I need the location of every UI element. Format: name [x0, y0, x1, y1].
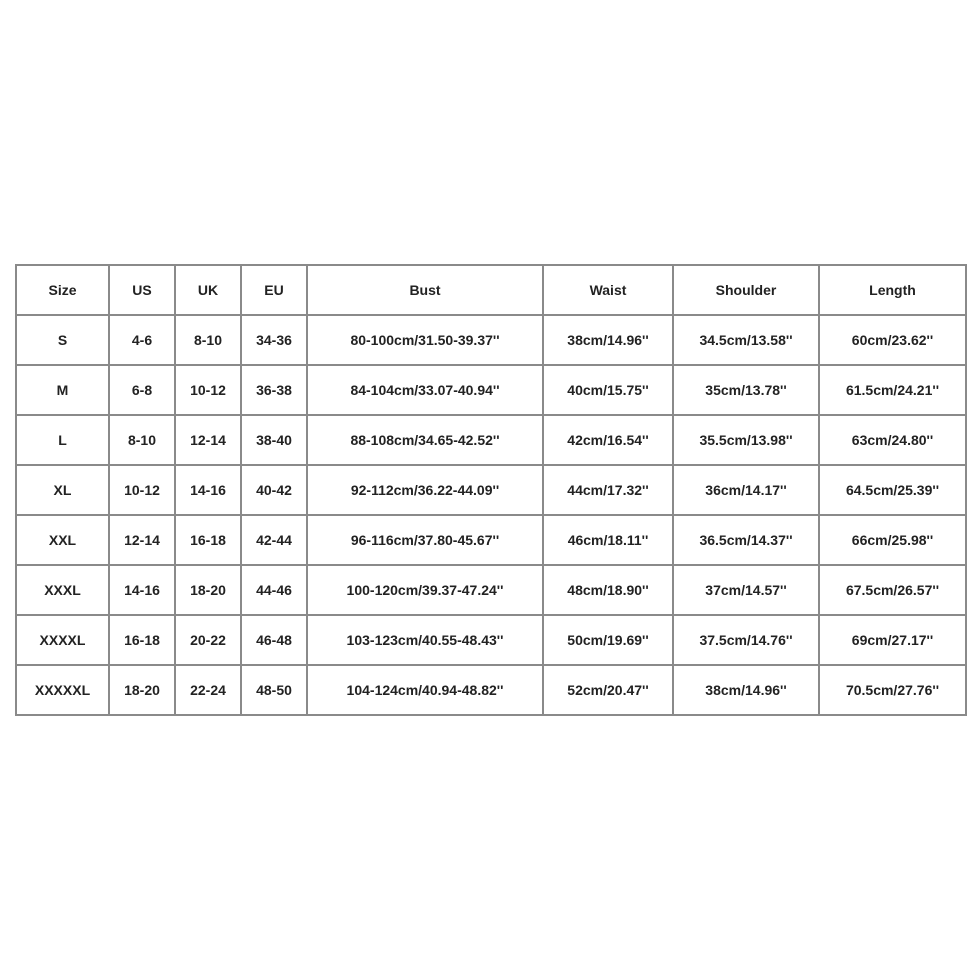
- cell-waist: 44cm/17.32'': [543, 465, 673, 515]
- table-row: [16, 565, 966, 615]
- cell-us: 4-6: [109, 315, 175, 365]
- header-length: Length: [819, 265, 966, 315]
- header-eu: EU: [241, 265, 307, 315]
- cell-shoulder: 38cm/14.96'': [673, 665, 819, 715]
- header-shoulder: Shoulder: [673, 265, 819, 315]
- cell-us: 10-12: [109, 465, 175, 515]
- cell-uk: 12-14: [175, 415, 241, 465]
- cell-bust: 104-124cm/40.94-48.82'': [307, 665, 543, 715]
- cell-us: 6-8: [109, 365, 175, 415]
- cell-uk: 14-16: [175, 465, 241, 515]
- cell-eu: 34-36: [241, 315, 307, 365]
- cell-waist: 48cm/18.90'': [543, 565, 673, 615]
- table-row: [16, 465, 966, 515]
- cell-eu: 44-46: [241, 565, 307, 615]
- header-us: US: [109, 265, 175, 315]
- cell-uk: 22-24: [175, 665, 241, 715]
- table-body: [16, 315, 966, 715]
- table-row: [16, 315, 966, 365]
- cell-size: M: [16, 365, 109, 415]
- cell-bust: 96-116cm/37.80-45.67'': [307, 515, 543, 565]
- cell-size: XXXXXL: [16, 665, 109, 715]
- cell-us: 12-14: [109, 515, 175, 565]
- cell-uk: 18-20: [175, 565, 241, 615]
- cell-bust: 92-112cm/36.22-44.09'': [307, 465, 543, 515]
- cell-eu: 40-42: [241, 465, 307, 515]
- cell-waist: 52cm/20.47'': [543, 665, 673, 715]
- cell-uk: 16-18: [175, 515, 241, 565]
- cell-bust: 100-120cm/39.37-47.24'': [307, 565, 543, 615]
- cell-length: 70.5cm/27.76'': [819, 665, 966, 715]
- cell-bust: 80-100cm/31.50-39.37'': [307, 315, 543, 365]
- cell-uk: 20-22: [175, 615, 241, 665]
- cell-length: 61.5cm/24.21'': [819, 365, 966, 415]
- cell-uk: 10-12: [175, 365, 241, 415]
- cell-length: 66cm/25.98'': [819, 515, 966, 565]
- cell-eu: 38-40: [241, 415, 307, 465]
- cell-shoulder: 35cm/13.78'': [673, 365, 819, 415]
- table-row: [16, 415, 966, 465]
- header-bust: Bust: [307, 265, 543, 315]
- cell-bust: 88-108cm/34.65-42.52'': [307, 415, 543, 465]
- cell-shoulder: 35.5cm/13.98'': [673, 415, 819, 465]
- cell-us: 8-10: [109, 415, 175, 465]
- cell-eu: 46-48: [241, 615, 307, 665]
- table-row: [16, 665, 966, 715]
- table-row: [16, 365, 966, 415]
- cell-shoulder: 37.5cm/14.76'': [673, 615, 819, 665]
- cell-size: XL: [16, 465, 109, 515]
- cell-waist: 40cm/15.75'': [543, 365, 673, 415]
- cell-shoulder: 34.5cm/13.58'': [673, 315, 819, 365]
- cell-length: 60cm/23.62'': [819, 315, 966, 365]
- cell-eu: 48-50: [241, 665, 307, 715]
- table-header: [16, 265, 966, 315]
- header-row: [16, 265, 966, 315]
- table-row: [16, 615, 966, 665]
- cell-size: XXXXL: [16, 615, 109, 665]
- cell-length: 64.5cm/25.39'': [819, 465, 966, 515]
- cell-uk: 8-10: [175, 315, 241, 365]
- cell-shoulder: 37cm/14.57'': [673, 565, 819, 615]
- cell-waist: 50cm/19.69'': [543, 615, 673, 665]
- cell-us: 18-20: [109, 665, 175, 715]
- cell-waist: 38cm/14.96'': [543, 315, 673, 365]
- cell-shoulder: 36.5cm/14.37'': [673, 515, 819, 565]
- table-row: [16, 515, 966, 565]
- header-waist: Waist: [543, 265, 673, 315]
- header-size: Size: [16, 265, 109, 315]
- cell-us: 14-16: [109, 565, 175, 615]
- cell-bust: 103-123cm/40.55-48.43'': [307, 615, 543, 665]
- cell-shoulder: 36cm/14.17'': [673, 465, 819, 515]
- cell-waist: 42cm/16.54'': [543, 415, 673, 465]
- cell-eu: 42-44: [241, 515, 307, 565]
- cell-us: 16-18: [109, 615, 175, 665]
- cell-eu: 36-38: [241, 365, 307, 415]
- cell-length: 69cm/27.17'': [819, 615, 966, 665]
- size-chart-table: [15, 264, 967, 716]
- cell-bust: 84-104cm/33.07-40.94'': [307, 365, 543, 415]
- cell-length: 67.5cm/26.57'': [819, 565, 966, 615]
- cell-length: 63cm/24.80'': [819, 415, 966, 465]
- cell-waist: 46cm/18.11'': [543, 515, 673, 565]
- header-uk: UK: [175, 265, 241, 315]
- cell-size: S: [16, 315, 109, 365]
- cell-size: XXXL: [16, 565, 109, 615]
- cell-size: XXL: [16, 515, 109, 565]
- cell-size: L: [16, 415, 109, 465]
